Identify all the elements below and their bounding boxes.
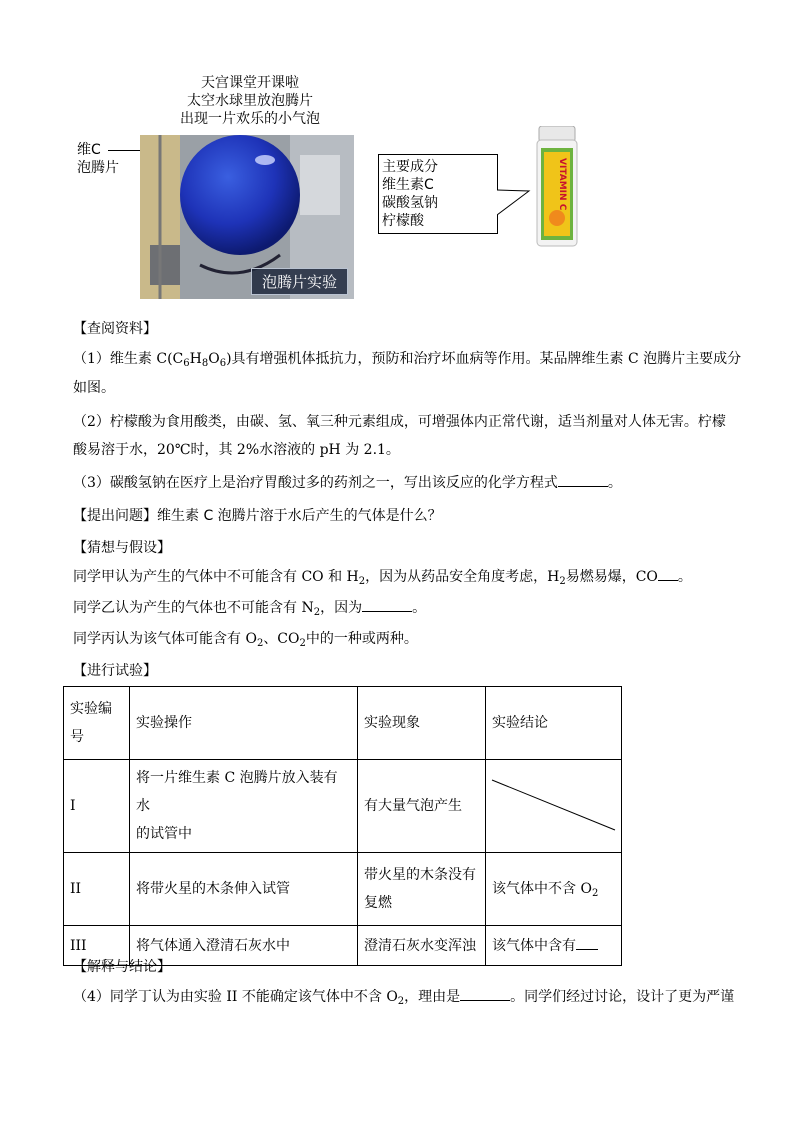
h2-sub: 2 [313, 607, 321, 618]
row-2-conclusion-sub: 2 [591, 888, 599, 899]
h3-text-b: 、CO [263, 631, 300, 647]
hypothesis-heading: 【猜想与假设】 [73, 540, 171, 556]
h1-end: 。 [677, 569, 692, 585]
row-1-observation: 有大量气泡产生 [358, 760, 486, 853]
question-line [73, 505, 442, 525]
answer-blank-gas[interactable] [576, 937, 598, 950]
row-1-id: I [64, 760, 130, 853]
h3-text-c: 中的一种或两种。 [305, 631, 418, 647]
p1-text-d: )具有增强机体抵抗力，预防和治疗坏血病等作用。某品牌维生素 C 泡腾片主要成分 [226, 351, 742, 367]
answer-blank-co[interactable] [658, 568, 678, 581]
vitamin-bottle [533, 126, 581, 248]
h1-text-a: 同学甲认为产生的气体中不可能含有 CO 和 H [73, 569, 359, 585]
h1-text-c: 易燃易爆，CO [565, 569, 658, 585]
p1-sub-3: 6 [219, 358, 227, 369]
header-observation: 实验现象 [358, 687, 486, 760]
row-1-operation-line-1: 将一片维生素 C 泡腾片放入装有水 [136, 770, 338, 814]
caption-line-2: 太空水球里放泡腾片 [187, 93, 313, 109]
h3-text-a: 同学丙认为该气体可能含有 O [73, 631, 257, 647]
caption-line-1: 天宫课堂开课啦 [201, 75, 299, 91]
row-2-observation-line-2: 复燃 [364, 895, 392, 911]
tablet-label-line-2: 泡腾片 [77, 160, 119, 176]
h1-text-b: ，因为从药品安全角度考虑，H [365, 569, 560, 585]
h3-sub-2: 2 [299, 638, 306, 649]
h2-end: 。 [412, 600, 427, 616]
answer-blank-reason[interactable] [460, 988, 510, 1001]
header-conclusion: 实验结论 [486, 687, 622, 760]
row-1-operation-line-2: 的试管中 [136, 826, 192, 842]
experiment-table [63, 686, 622, 966]
hypothesis-3 [73, 628, 418, 650]
row-3-operation: 将气体通入澄清石灰水中 [130, 926, 358, 966]
p4-text-b: ，理由是 [404, 989, 461, 1005]
question-text: 维生素 C 泡腾片溶于水后产生的气体是什么？ [157, 508, 442, 524]
callout-pointer [497, 185, 537, 225]
paragraph-1-line-2: 如图。 [73, 380, 115, 396]
hypothesis-2 [73, 597, 426, 619]
paragraph-2-line-1: （2）柠檬酸为食用酸类，由碳、氢、氧三种元素组成，可增强体内正常代谢，适当剂量对人体无害。柠檬 [73, 414, 726, 430]
conclusion-heading: 【解释与结论】 [73, 959, 171, 975]
bottle-label: VITAMIN C [557, 158, 567, 211]
paragraph-3 [73, 472, 622, 494]
p4-sub: 2 [397, 996, 405, 1007]
h1-sub-2: 2 [559, 576, 566, 587]
h2-text-a: 同学乙认为产生的气体也不可能含有 N [73, 600, 314, 616]
header-operation: 实验操作 [130, 687, 358, 760]
ingredients-callout [378, 154, 498, 234]
experiment-photo [140, 135, 354, 299]
header-id-line-2: 号 [70, 729, 84, 745]
row-2-conclusion-text: 该气体中不含 O [492, 881, 592, 897]
row-2-operation: 将带火星的木条伸入试管 [130, 853, 358, 926]
table-row [64, 760, 622, 853]
h3-sub: 2 [256, 638, 264, 649]
row-3-conclusion-text: 该气体中含有 [492, 937, 576, 954]
tablet-label [77, 141, 119, 177]
p1-sub-2: 8 [201, 358, 209, 369]
row-3-conclusion [486, 926, 622, 966]
callout-line-3: 碳酸氢钠 [382, 195, 438, 211]
table-header-row [64, 687, 622, 760]
p3-end: 。 [607, 475, 622, 491]
row-1-operation [130, 760, 358, 853]
h2-text-b: ，因为 [320, 600, 363, 616]
row-2-observation [358, 853, 486, 926]
paragraph-4 [73, 986, 734, 1008]
row-3-observation: 澄清石灰水变浑浊 [358, 926, 486, 966]
answer-blank-n2[interactable] [362, 599, 412, 612]
callout-line-2: 维生素C [382, 177, 434, 193]
diagonal-strike [486, 770, 621, 843]
query-heading: 【查阅资料】 [73, 321, 157, 337]
p3-text: （3）碳酸氢钠在医疗上是治疗胃酸过多的药剂之一，写出该反应的化学方程式 [73, 475, 558, 491]
p1-text-a: （1）维生素 C(C [73, 351, 184, 367]
table-row [64, 853, 622, 926]
h1-sub: 2 [358, 576, 366, 587]
experiment-heading: 【进行试验】 [73, 663, 157, 679]
header-id [64, 687, 130, 760]
row-2-id: II [64, 853, 130, 926]
photo-badge: 泡腾片实验 [251, 268, 348, 295]
callout-line-4: 柠檬酸 [382, 213, 424, 229]
p1-text-b: H [189, 351, 202, 367]
tablet-label-line-1: 维C [77, 142, 101, 158]
question-heading: 【提出问题】 [73, 508, 157, 524]
p4-text-a: （4）同学丁认为由实验 II 不能确定该气体中不含 O [73, 989, 398, 1005]
callout-line-1: 主要成分 [382, 159, 438, 175]
row-3-id: III [64, 926, 130, 966]
p1-text-c: O [208, 351, 220, 367]
figure-caption [150, 74, 350, 128]
paragraph-2-line-2: 酸易溶于水，20℃时，其 2%水溶液的 pH 为 2.1。 [73, 442, 400, 458]
row-2-conclusion [486, 853, 622, 926]
hypothesis-1 [73, 566, 692, 588]
header-id-line-1: 实验编 [70, 701, 112, 717]
answer-blank-equation[interactable] [558, 474, 608, 487]
row-2-observation-line-1: 带火星的木条没有 [364, 867, 476, 883]
p4-text-c: 。同学们经过讨论，设计了更为严谨 [510, 989, 735, 1005]
p1-sub-1: 6 [183, 358, 190, 369]
paragraph-1 [73, 348, 741, 370]
caption-line-3: 出现一片欢乐的小气泡 [180, 111, 320, 127]
row-1-conclusion [486, 760, 622, 853]
